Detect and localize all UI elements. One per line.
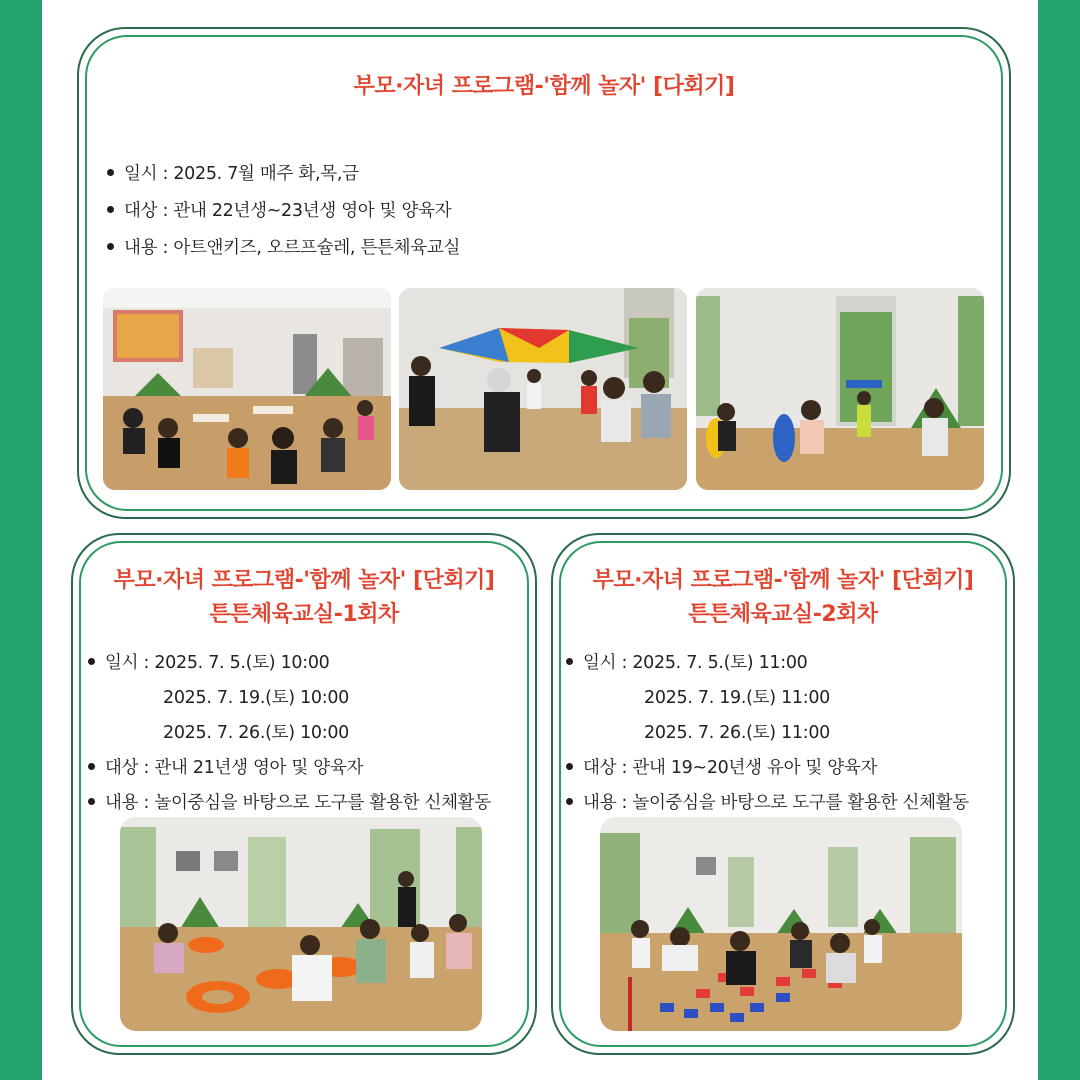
classroom-art-activity-photo: [103, 288, 391, 490]
info-item-date-2: 2025. 7. 19.(토) 11:00: [644, 688, 831, 708]
card-title: 부모·자녀 프로그램-'함께 놀자' [다회기]: [353, 74, 735, 99]
info-item-date-3: 2025. 7. 26.(토) 10:00: [163, 723, 350, 743]
card-subtitle: 튼튼체육교실-1회차: [209, 602, 399, 627]
info-item-target: 대상 : 관내 21년생 영아 및 양육자: [88, 754, 363, 779]
left-green-bar: [0, 0, 42, 1080]
bullet-icon: [107, 206, 114, 213]
info-item-content: 내용 : 놀이중심을 바탕으로 도구를 활용한 신체활동: [566, 789, 969, 814]
ring-play-photo: [120, 817, 482, 1031]
info-item-date-3: 2025. 7. 26.(토) 11:00: [644, 723, 831, 743]
info-item-content: 내용 : 아트앤키즈, 오르프슐레, 튼튼체육교실: [107, 234, 460, 259]
info-item-date: 일시 : 2025. 7. 5.(토) 11:00: [566, 649, 808, 674]
info-item-date: 일시 : 2025. 7. 5.(토) 10:00: [88, 649, 330, 674]
bullet-icon: [566, 798, 573, 805]
bullet-icon: [107, 243, 114, 250]
single-session-2-card: [551, 533, 1015, 1055]
info-item-target: 대상 : 관내 19~20년생 유아 및 양육자: [566, 754, 877, 779]
info-list: [107, 160, 707, 280]
info-list: [88, 649, 528, 819]
bullet-icon: [107, 169, 114, 176]
multi-session-card: [77, 27, 1011, 519]
bullet-icon: [566, 763, 573, 770]
card-subtitle: 튼튼체육교실-2회차: [688, 602, 878, 627]
info-list: [566, 649, 1006, 819]
info-item-target: 대상 : 관내 22년생~23년생 영아 및 양육자: [107, 197, 451, 222]
info-item-date: 일시 : 2025. 7월 매주 화,목,금: [107, 160, 359, 185]
info-item-date-2: 2025. 7. 19.(토) 10:00: [163, 688, 350, 708]
single-session-1-card: [71, 533, 537, 1055]
parachute-play-photo: [399, 288, 687, 490]
card-title: 부모·자녀 프로그램-'함께 놀자' [단회기]: [592, 568, 974, 593]
right-green-bar: [1038, 0, 1080, 1080]
bullet-icon: [566, 658, 573, 665]
bullet-icon: [88, 763, 95, 770]
card-title: 부모·자녀 프로그램-'함께 놀자' [단회기]: [113, 568, 495, 593]
mat-play-photo: [600, 817, 962, 1031]
gym-play-photo: [696, 288, 984, 490]
bullet-icon: [88, 798, 95, 805]
info-item-content: 내용 : 놀이중심을 바탕으로 도구를 활용한 신체활동: [88, 789, 491, 814]
bullet-icon: [88, 658, 95, 665]
